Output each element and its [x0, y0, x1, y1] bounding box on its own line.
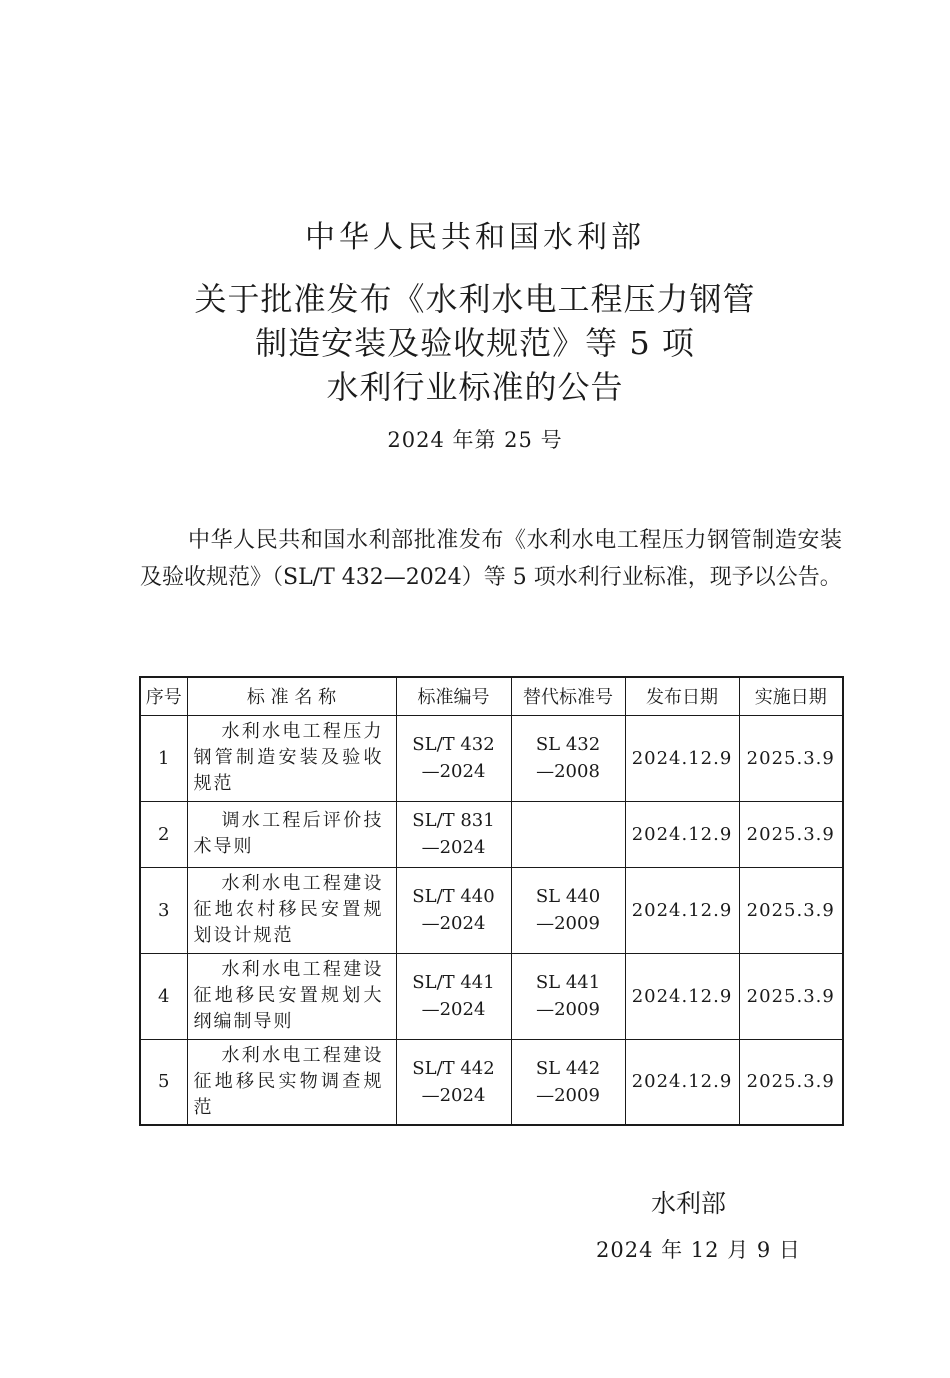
- header-code: 标准编号: [396, 677, 511, 715]
- document-number: 2024 年第 25 号: [387, 428, 563, 452]
- table-row: [140, 715, 843, 801]
- row-name: 调水工程后评价技术导则: [187, 801, 396, 867]
- row-effective: 2025.3.9: [739, 715, 843, 801]
- row-name: 水利水电工程建设征地移民安置规划大纲编制导则: [187, 953, 396, 1039]
- row-name: 水利水电工程建设征地移民实物调查规范: [187, 1039, 396, 1125]
- row-code: SL/T 441 —2024: [396, 953, 511, 1039]
- table-header-row: [140, 677, 843, 715]
- signature-date: 2024 年 12 月 9 日: [596, 1238, 801, 1262]
- row-replaces: SL 440 —2009: [511, 867, 625, 953]
- row-replaces: [511, 801, 625, 867]
- row-code: SL/T 432 —2024: [396, 715, 511, 801]
- header-replaces: 替代标准号: [511, 677, 625, 715]
- row-code: SL/T 440 —2024: [396, 867, 511, 953]
- announcement-body: 中华人民共和国水利部批准发布《水利水电工程压力钢管制造安装及验收规范》（SL/T 432—2024）等 5 项水利行业标准，现予以公告。: [140, 528, 842, 590]
- row-effective: 2025.3.9: [739, 867, 843, 953]
- row-no: 3: [140, 867, 187, 953]
- issuer-heading: 中华人民共和国水利部: [305, 220, 645, 255]
- row-no: 4: [140, 953, 187, 1039]
- row-effective: 2025.3.9: [739, 801, 843, 867]
- row-effective: 2025.3.9: [739, 953, 843, 1039]
- row-name: 水利水电工程建设征地农村移民安置规划设计规范: [187, 867, 396, 953]
- row-replaces: SL 432 —2008: [511, 715, 625, 801]
- row-replaces: SL 441 —2009: [511, 953, 625, 1039]
- row-no: 1: [140, 715, 187, 801]
- table-row: [140, 867, 843, 953]
- row-no: 5: [140, 1039, 187, 1125]
- row-published: 2024.12.9: [625, 867, 739, 953]
- header-seq: 序号: [140, 677, 187, 715]
- header-effective: 实施日期: [739, 677, 843, 715]
- row-no: 2: [140, 801, 187, 867]
- table-row: [140, 801, 843, 867]
- standards-table: [139, 676, 844, 1126]
- header-name: 标 准 名 称: [187, 677, 396, 715]
- row-published: 2024.12.9: [625, 953, 739, 1039]
- title-line-3: 水利行业标准的公告: [326, 368, 624, 406]
- row-published: 2024.12.9: [625, 1039, 739, 1125]
- row-replaces: SL 442 —2009: [511, 1039, 625, 1125]
- row-code: SL/T 442 —2024: [396, 1039, 511, 1125]
- table-row: [140, 1039, 843, 1125]
- row-published: 2024.12.9: [625, 801, 739, 867]
- table-row: [140, 953, 843, 1039]
- title-line-1: 关于批准发布《水利水电工程压力钢管: [194, 280, 756, 318]
- title-line-2: 制造安装及验收规范》等 5 项: [255, 324, 695, 362]
- row-published: 2024.12.9: [625, 715, 739, 801]
- signature-name: 水利部: [651, 1189, 727, 1218]
- row-code: SL/T 831 —2024: [396, 801, 511, 867]
- header-published: 发布日期: [625, 677, 739, 715]
- row-name: 水利水电工程压力钢管制造安装及验收规范: [187, 715, 396, 801]
- row-effective: 2025.3.9: [739, 1039, 843, 1125]
